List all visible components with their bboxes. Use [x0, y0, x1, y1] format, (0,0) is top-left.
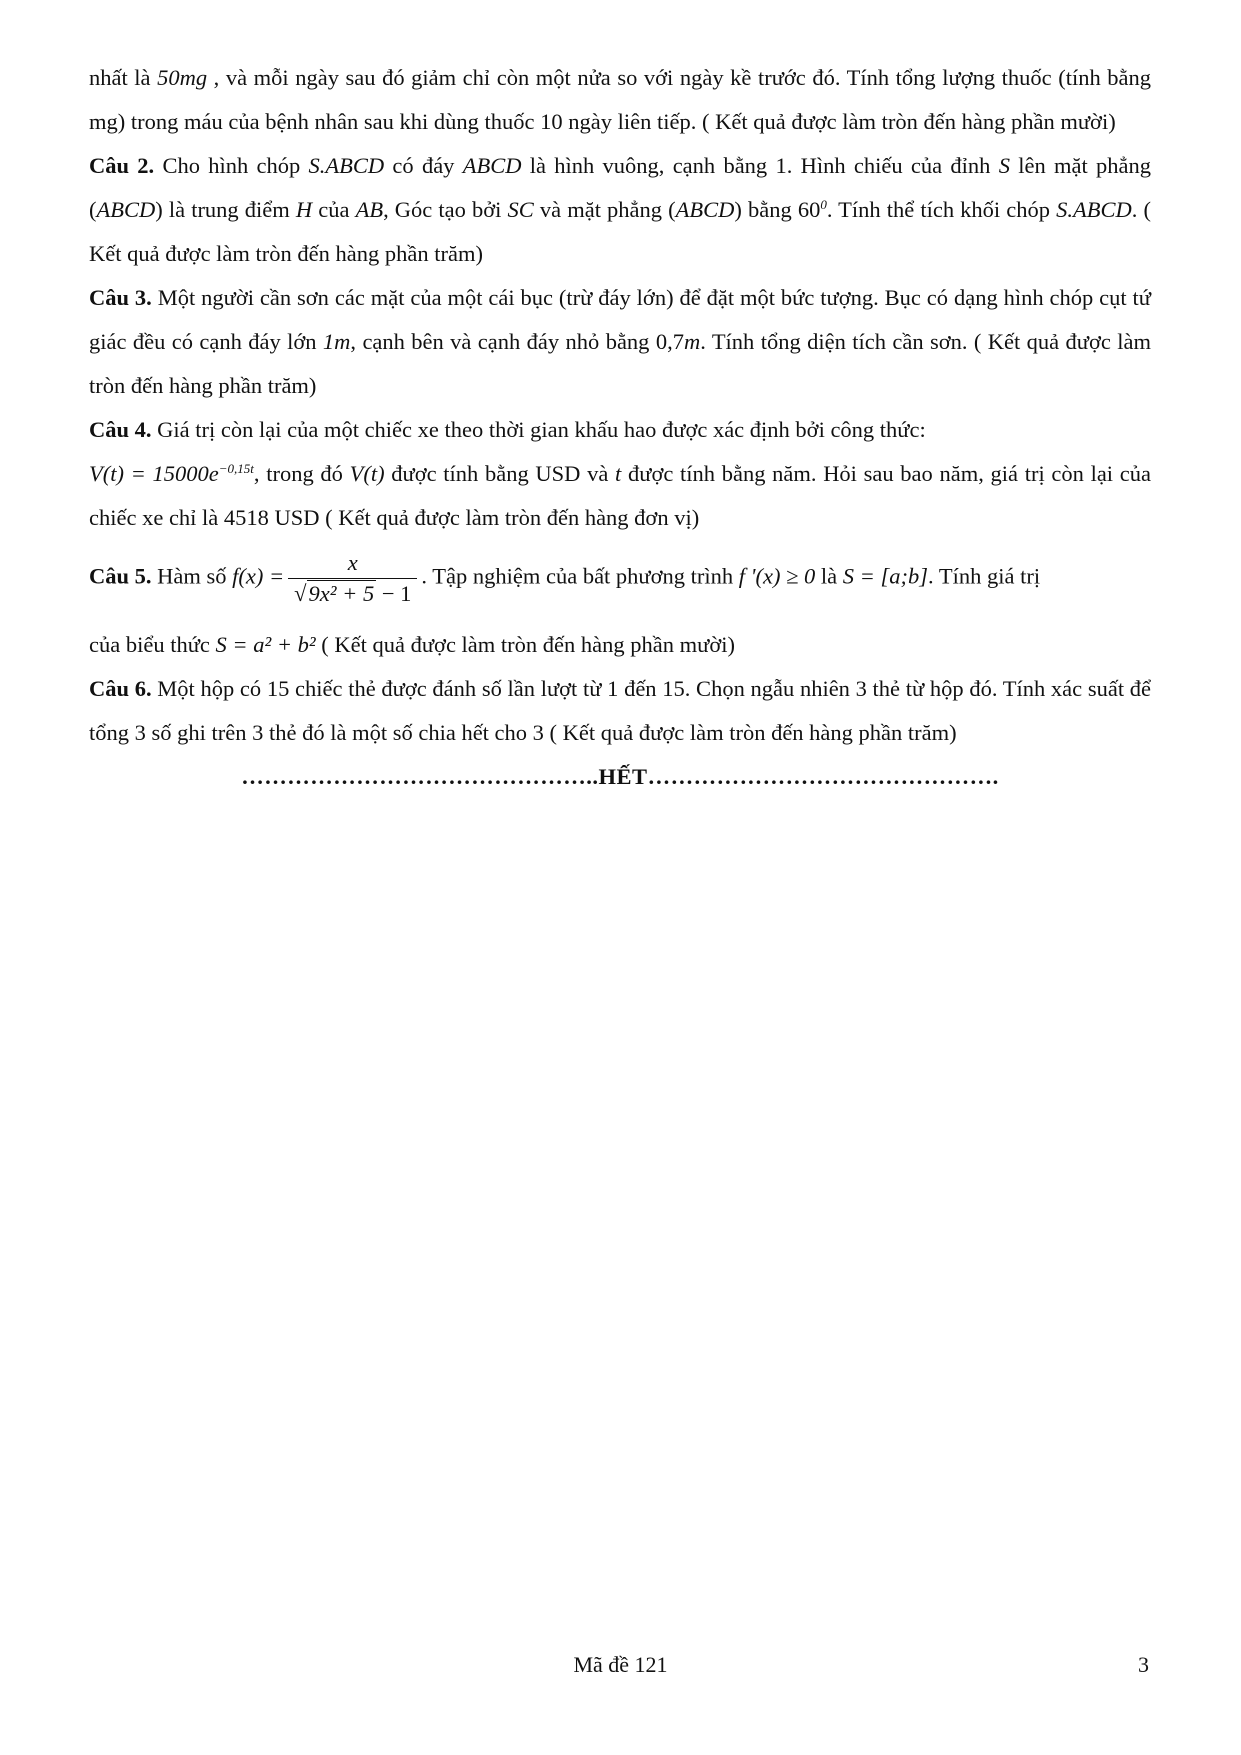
math: AB: [355, 197, 384, 222]
question-6: [89, 667, 1151, 755]
text: Giá trị còn lại của một chiếc xe theo thời gian khấu hao được xác định bởi công thức:: [151, 417, 926, 442]
math: S.ABCD: [1056, 197, 1132, 222]
question-label: Câu 5.: [89, 563, 152, 589]
math: 1m: [322, 329, 351, 354]
question-2: [89, 144, 1151, 276]
question-label: Câu 3.: [89, 285, 152, 310]
question-label: Câu 6.: [89, 676, 152, 701]
math: m: [683, 329, 701, 354]
text: ) là trung điểm: [155, 197, 296, 222]
text: Cho hình chóp: [154, 153, 309, 178]
text: . ( Kết quả được làm tròn đến hàng phần trăm): [89, 197, 1151, 266]
question-4: [89, 408, 1151, 540]
text: là hình vuông, cạnh bằng 1. Hình chiếu của đỉnh: [521, 153, 999, 178]
text: được tính bằng năm. Hỏi sau bao năm, giá trị còn lại của chiếc xe chỉ là 4518 USD ( Kết quả được làm tròn đến hàng đơn vị): [89, 461, 1151, 530]
math: S: [998, 153, 1010, 178]
question-1-continuation: [89, 56, 1151, 144]
text: Hàm số: [151, 563, 233, 589]
math: t: [615, 461, 622, 486]
fraction-numerator: x: [347, 550, 358, 575]
radicand: 9x² + 5: [308, 581, 375, 606]
text: và mặt phẳng (: [533, 197, 676, 222]
text: , cạnh bên và cạnh đáy nhỏ bằng 0,7: [350, 329, 684, 354]
math: ABCD: [462, 153, 522, 178]
math: f '(x) ≥ 0: [738, 563, 816, 589]
end-marker: ………………………………………..HẾT……………………………………….: [241, 764, 999, 789]
question-label: Câu 2.: [89, 153, 155, 178]
text: Một hộp có 15 chiếc thẻ được đánh số lần lượt từ 1 đến 15. Chọn ngẫu nhiên 3 thẻ từ hộp đó. Tính xác suất để tổng 3 số ghi trên 3 thẻ đó là một số chia hết cho 3 ( Kết quả được làm tròn đến hàng phần trăm): [89, 676, 1152, 745]
math: S = a² + b²: [215, 632, 316, 657]
text: , trong đó: [253, 461, 350, 486]
text: . Tính tổng diện tích cần sơn. ( Kết quả được làm tròn đến hàng phần trăm): [89, 329, 1151, 398]
text: ( Kết quả được làm tròn đến hàng phần mười): [315, 632, 735, 657]
text: là: [815, 563, 843, 589]
question-5: [89, 548, 1151, 609]
question-3: [89, 276, 1151, 408]
text: ) bằng 60: [734, 197, 821, 222]
degree-superscript: 0: [820, 197, 827, 212]
exam-code: Mã đề 121: [573, 1652, 668, 1677]
text: nhất là: [89, 65, 158, 90]
fraction-denominator: [288, 578, 417, 609]
text: . Tập nghiệm của bất phương trình: [421, 563, 739, 589]
question-label: Câu 4.: [89, 417, 152, 442]
text: , Góc tạo bởi: [383, 197, 508, 222]
math: 50mg: [157, 65, 208, 90]
text: Một người cần sơn các mặt của một cái bục (trừ đáy lớn) để đặt một bức tượng. Bục có dạng hình chóp cụt tứ giác đều có cạnh đáy lớn: [89, 285, 1151, 354]
formula: V(t) = 15000e: [89, 461, 219, 486]
question-5-continuation: [89, 623, 1151, 667]
function-lhs: f(x) =: [232, 563, 285, 589]
math: ABCD: [675, 197, 735, 222]
sqrt-sign: √: [294, 581, 307, 606]
text: , và mỗi ngày sau đó giảm chỉ còn một nửa so với ngày kề trước đó. Tính tổng lượng thuốc (tính bằng mg) trong máu của bệnh nhân sau khi dùng thuốc 10 ngày liên tiếp. ( Kết quả được làm tròn đến hàng phần mười): [89, 65, 1151, 134]
text: của: [312, 197, 356, 222]
math: SC: [507, 197, 534, 222]
math: V(t): [349, 461, 385, 486]
math: H: [295, 197, 313, 222]
text: . Tính thể tích khối chóp: [826, 197, 1057, 222]
text: của biểu thức: [89, 632, 216, 657]
text: lên mặt phẳng (: [89, 153, 1151, 222]
text: được tính bằng USD và: [384, 461, 616, 486]
fraction: [288, 548, 417, 609]
exponent: −0,15t: [218, 461, 254, 476]
text: có đáy: [384, 153, 463, 178]
exam-content: [89, 56, 1151, 799]
text: − 1: [376, 581, 412, 606]
math: S.ABCD: [308, 153, 385, 178]
math: ABCD: [96, 197, 156, 222]
math: S = [a;b]: [842, 563, 928, 589]
page-number: 3: [1138, 1652, 1149, 1677]
text: . Tính giá trị: [928, 563, 1041, 589]
